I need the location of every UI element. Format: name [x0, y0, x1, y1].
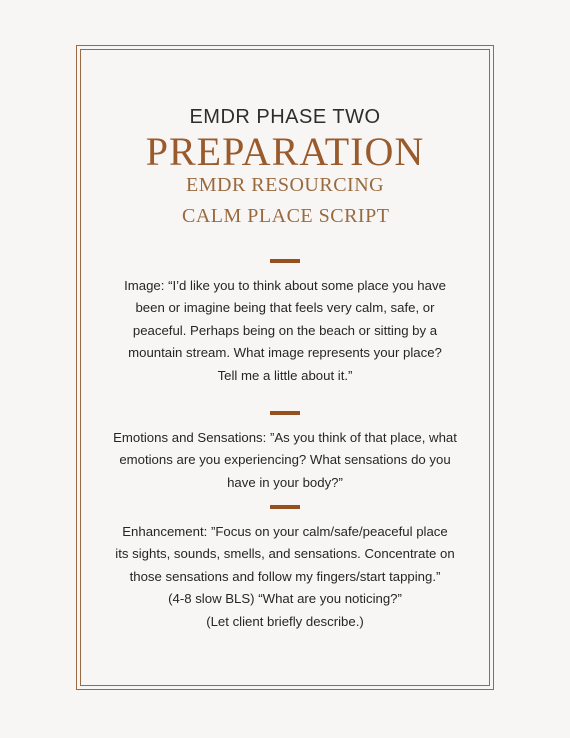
phase-heading: EMDR PHASE TWO	[189, 106, 381, 128]
text-line: Tell me a little about it.”	[217, 367, 353, 383]
page-title: PREPARATION	[145, 129, 425, 174]
image-section-text	[110, 275, 460, 387]
emotions-section-text	[100, 427, 470, 494]
text-line: mountain stream. What image represents your place?	[128, 345, 442, 361]
text-line: Image: “I’d like you to think about some place you have	[124, 278, 446, 293]
text-line: Emotions and Sensations: ”As you think of that place, what	[113, 430, 457, 445]
text-line: those sensations and follow my fingers/start tapping.”	[129, 568, 441, 584]
text-line: peaceful. Perhaps being on the beach or sitting by a	[132, 322, 438, 338]
section-divider	[270, 505, 300, 509]
section-divider	[270, 411, 300, 415]
subtitle-calm-place-script: CALM PLACE SCRIPT	[182, 205, 390, 227]
subtitle-resourcing: EMDR RESOURCING	[186, 174, 385, 196]
text-line: Enhancement: ”Focus on your calm/safe/peaceful place	[122, 524, 448, 539]
enhancement-section-text	[110, 521, 460, 633]
text-line: (4-8 slow BLS) “What are you noticing?”	[168, 591, 402, 607]
text-line: its sights, sounds, smells, and sensations. Concentrate on	[115, 546, 455, 562]
text-line: have in your body?”	[227, 474, 343, 490]
text-line: emotions are you experiencing? What sensations do you	[119, 452, 451, 468]
text-line: (Let client briefly describe.)	[206, 613, 364, 629]
text-line: been or imagine being that feels very calm, safe, or	[135, 300, 435, 316]
section-divider	[270, 259, 300, 263]
